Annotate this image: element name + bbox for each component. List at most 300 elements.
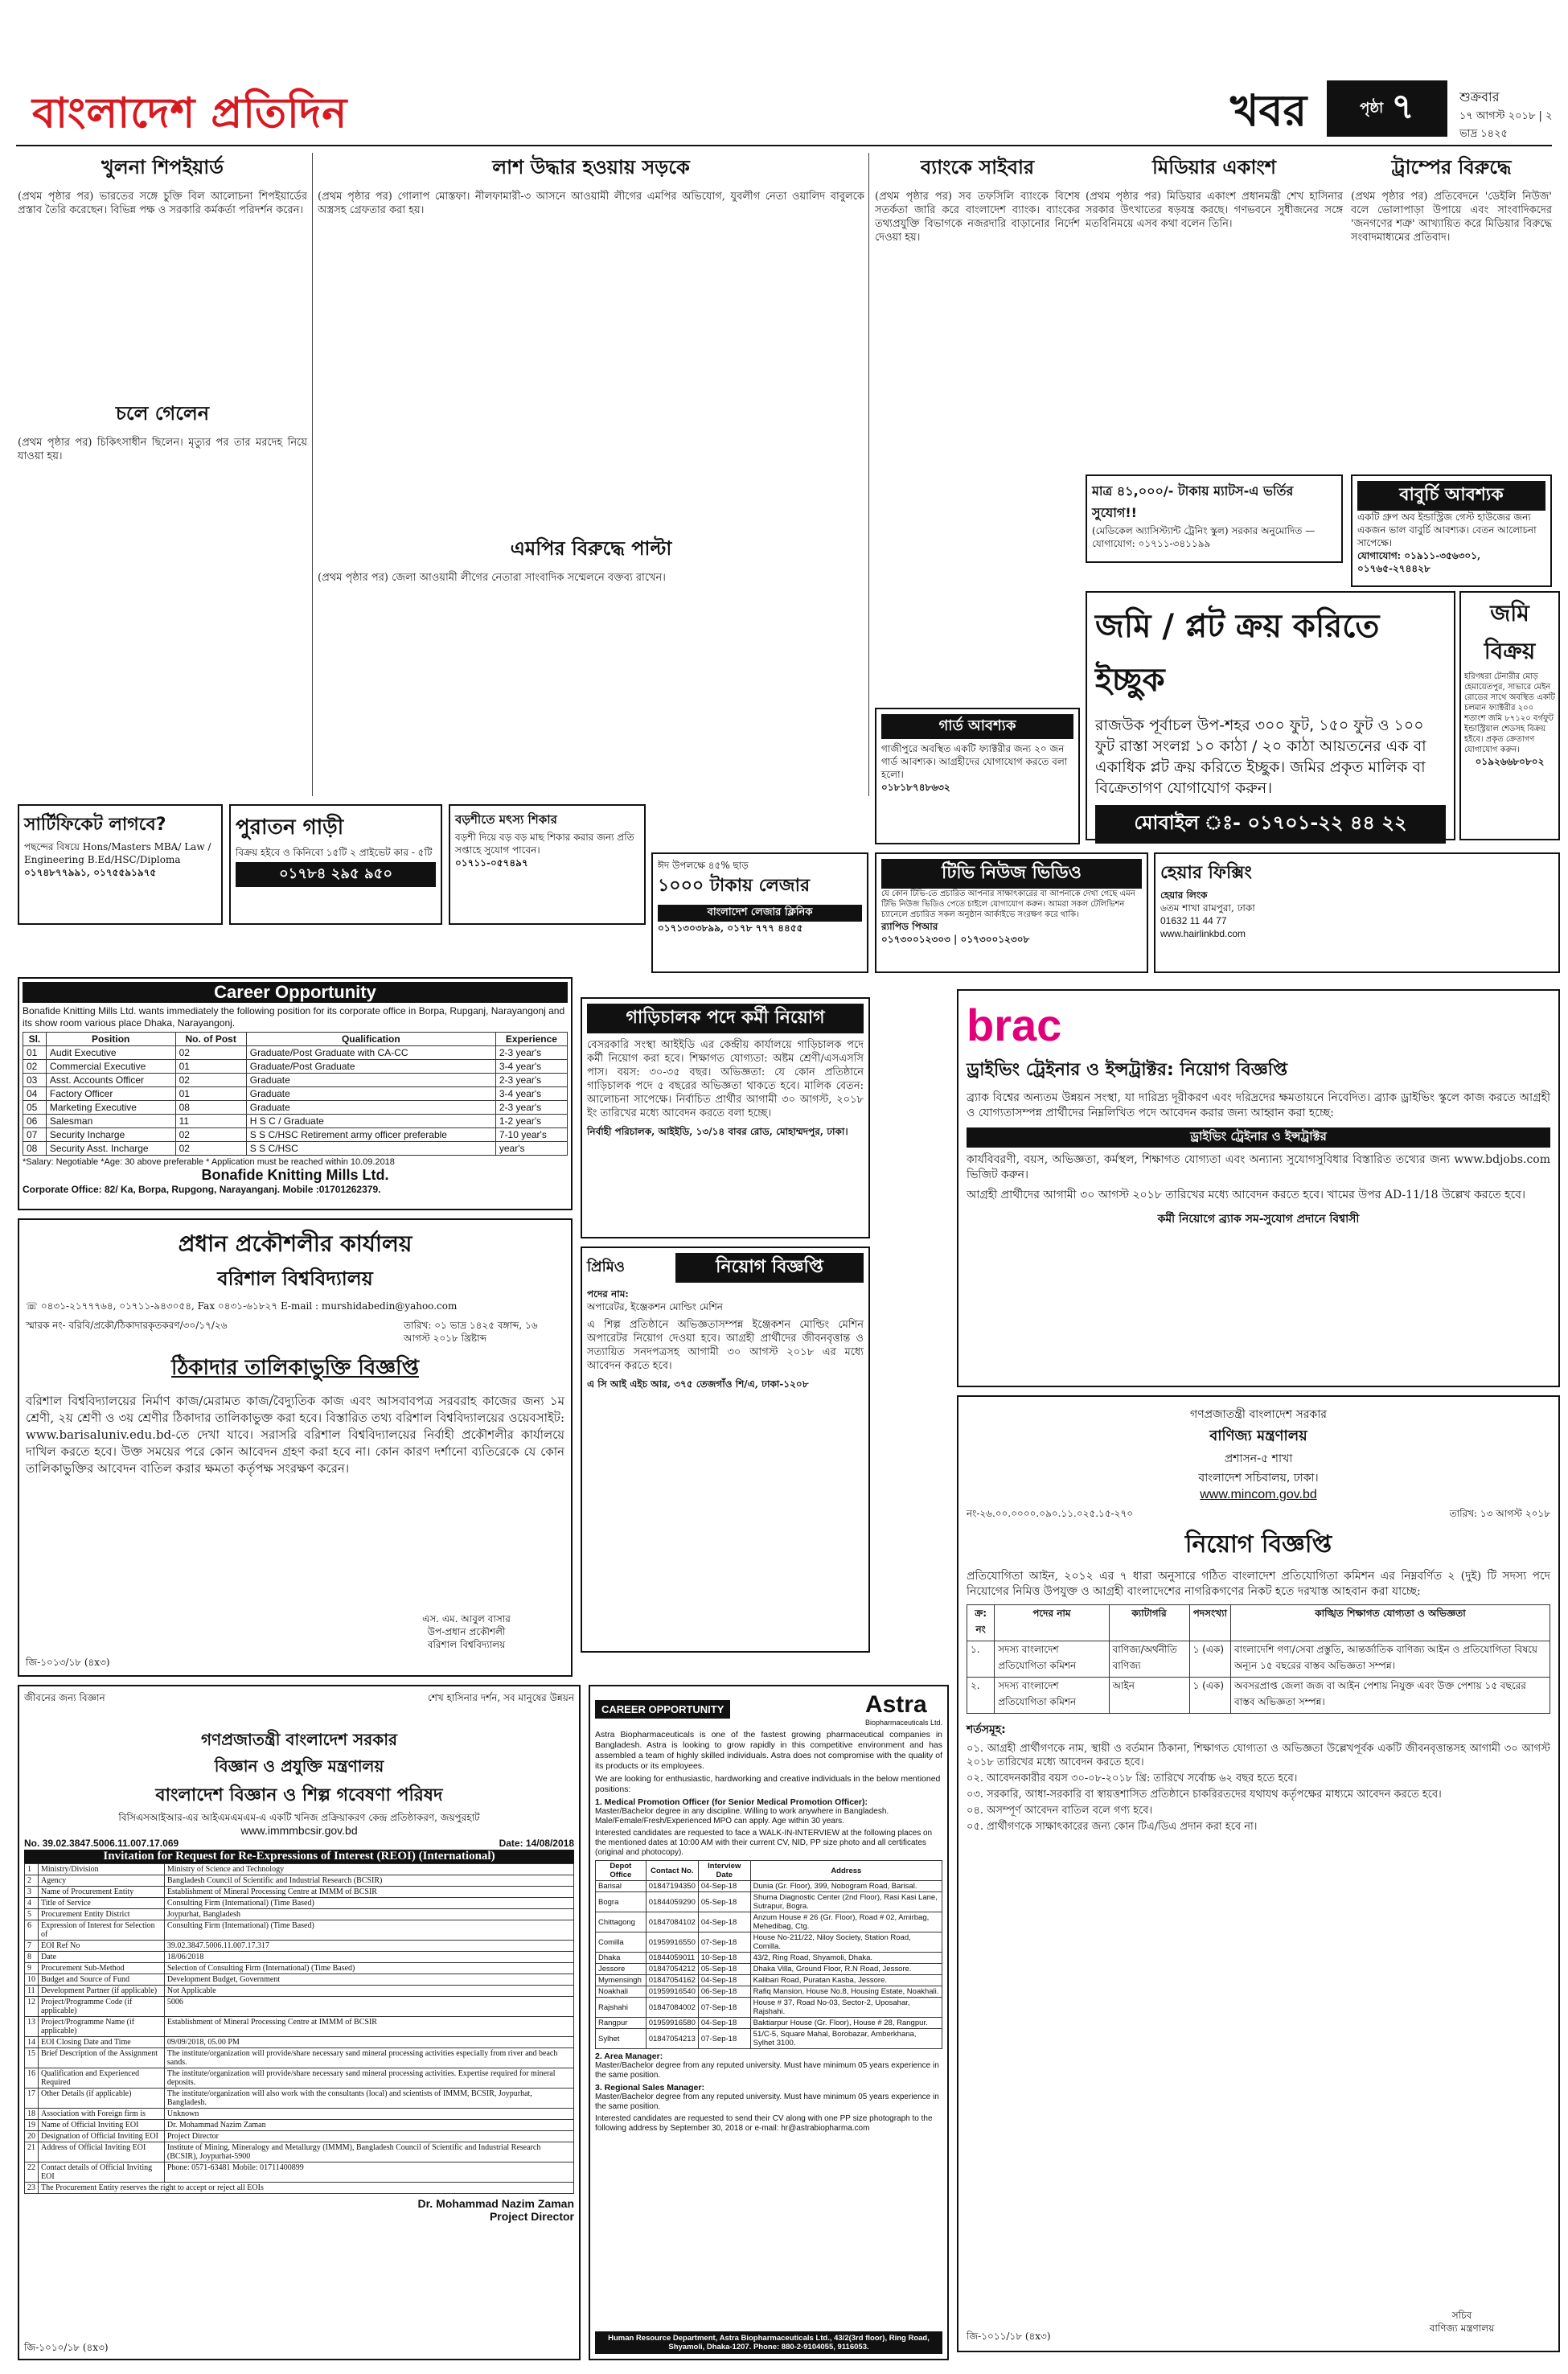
ad-title: ঈদ উপলক্ষে ৪৫% ছাড়: [658, 860, 749, 871]
news-headline: লাশ উদ্ধার হওয়ায় সড়কে: [492, 156, 690, 179]
notice-signatory: সচিব: [1451, 2310, 1472, 2321]
table-row: [23, 1115, 568, 1128]
table-cell: Address of Official Inviting EOI: [39, 2142, 165, 2162]
ad-body: (মেডিকেল অ্যাসিস্ট্যান্ট ট্রেনিং স্কুল) সরকার অনুমোদিত — যোগাযোগ: ০১৭১১-৩৪১১৯৯: [1092, 525, 1316, 549]
ad-title: গাড়িচালক পদে কর্মী নিয়োগ: [587, 1004, 864, 1033]
vacancy-table: [967, 1604, 1550, 1714]
table-cell: 23: [25, 2183, 39, 2194]
ad-body: বেসরকারি সংস্থা আইইডি এর কেন্দ্রীয় কার্যালয়ে গাড়িচালক পদে কর্মী নিয়োগ করা হবে। শিক্ষাগত যোগ্যতা: অষ্টম শ্রেণী/এসএসসি পাস। বয়স: ৩০-৩৫ বছর। অভিজ্ঞতা: যে কোন প্রতিষ্ঠানে গাড়িচালক পদে ৫ বছরের অভিজ্ঞতা থাকতে হবে। মালিক বেতন: আলোচনা সাপেক্ষে। নির্বাচিত প্রার্থীর আগামী ৩০ আগস্ট, ২০১৮ ইং তারিখের মধ্যে আবেদন করতে বলা হচ্ছে।: [587, 1039, 864, 1119]
table-row: [25, 2109, 574, 2120]
news-body: (প্রথম পৃষ্ঠার পর) গোলাপ মোস্তফা। নীলফামারী-৩ আসনে আওয়ামী লীগের এমপির অভিযোগ, যুবলীগ নেতা ওয়ালিদ বাবুলকে অস্ত্রসহ গ্রেফতার করা হয়।: [318, 191, 864, 216]
table-cell: Procurement Entity District: [39, 1909, 165, 1920]
table-cell: Not Applicable: [164, 1986, 573, 1997]
table-header-cell: Contact No.: [646, 1861, 698, 1881]
table-cell: 8: [25, 1952, 39, 1963]
news-headline: ব্যাংকে সাইবার: [920, 156, 1035, 179]
table-row: [25, 1952, 574, 1963]
table-cell: 01844059011: [646, 1953, 698, 1964]
table-cell: Dhaka Villa, Ground Floor, R.N Road, Jessore.: [750, 1964, 942, 1975]
news-body: (প্রথম পৃষ্ঠার পর) সব তফসিলি ব্যাংকে বিশেষ সতর্কতা জারি করে বাংলাদেশ ব্যাংক। ব্যাংকের তথ্যপ্রযুক্তি বিভাগকে নজরদারি বাড়ানোর নির্দেশ দেওয়া হয়।: [875, 191, 1080, 244]
table-row: [596, 1986, 942, 1998]
table-cell: 7-10 year's: [495, 1128, 567, 1142]
ad-amount: ১০০০ টাকায় লেজার: [658, 876, 811, 896]
table-header-cell: Address: [750, 1861, 942, 1881]
table-header-cell: No. of Post: [175, 1033, 246, 1046]
table-cell: 21: [25, 2142, 39, 2162]
table-cell: 17: [25, 2089, 39, 2109]
table-row: [596, 1964, 942, 1975]
astra-banner: CAREER OPPORTUNITY: [595, 1700, 730, 1719]
astra-footer: Human Resource Department, Astra Biopharmaceuticals Ltd., 43/2(3rd floor), Ring Road, Shyamoli, Dhaka-1207. Phone: 880-2-9104055, 9116053.: [595, 2331, 942, 2354]
notice-title: ঠিকাদার তালিকাভুক্তি বিজ্ঞপ্তি: [171, 1356, 419, 1380]
table-cell: 04-Sep-18: [698, 1881, 750, 1892]
astra-intro: Astra Biopharmaceuticals is one of the fastest growing pharmaceutical companies in Bangladesh. Astra is looking to grow rapidly in this competitive environment and has assembled a team of highly skilled individuals. Astra does not compromise with the quality of its products or its employees.: [595, 1730, 942, 1771]
table-cell: 20: [25, 2131, 39, 2142]
table-cell: Consulting Firm (International) (Time Based): [164, 1898, 573, 1909]
table-cell: 19: [25, 2120, 39, 2131]
table-cell: Jessore: [596, 1964, 646, 1975]
table-cell: 1: [25, 1864, 39, 1875]
table-row: [596, 1975, 942, 1986]
ad-name: বাংলাদেশ লেজার ক্লিনিক: [658, 905, 862, 922]
news-headline: ট্রাম্পের বিরুদ্ধে: [1391, 156, 1512, 179]
terms-item: ০৩. সরকারি, আধা-সরকারি বা স্বায়ত্তশাসিত প্রতিষ্ঠানে চাকরিরতদের যথাযথ কর্তৃপক্ষের মাধ্যমে আবেদন করতে হবে।: [967, 1789, 1442, 1801]
ad-title: জমি বিক্রয়: [1484, 600, 1536, 664]
table-cell: H S C / Graduate: [246, 1115, 495, 1128]
news-body: (প্রথম পৃষ্ঠার পর) মিডিয়ার একাংশ প্রধানমন্ত্রী শেখ হাসিনার সরকার উৎখাতের ষড়যন্ত্র করছে। গণভবনে সুধীজনের সঙ্গে মতবিনিময়ে এসব কথা বলেন তিনি।: [1086, 191, 1343, 230]
table-row: [596, 2029, 942, 2049]
tv-news-ad: [875, 852, 1148, 973]
table-row: [25, 2131, 574, 2142]
ad-title: সার্টিফিকেট লাগবে?: [24, 815, 166, 835]
table-row: [25, 2037, 574, 2048]
table-cell: 02: [23, 1060, 47, 1074]
astra-logo-sub: Biopharmaceuticals Ltd.: [864, 1719, 942, 1727]
reoi-title: Invitation for Request for Re-Expressions of Interest (REOI) (International): [24, 1850, 574, 1863]
career-address: Corporate Office: 82/ Ka, Borpa, Rupgong, Narayanganj. Mobile :01701262379.: [23, 1184, 381, 1195]
table-header-cell: পদসংখ্যা: [1189, 1605, 1230, 1641]
ad-body: বিক্রয় হইবে ও কিনিবো ১৫টি ২ প্রাইভেট কার - ৫টি: [236, 847, 433, 858]
ad-body: বড়শী দিয়ে বড় বড় মাছ শিকার করার জন্য প্রতি সপ্তাহে সুযোগ পাবেন।: [455, 832, 634, 856]
memo-date: তারিখ: ১৩ আগস্ট ২০১৮: [1449, 1508, 1550, 1519]
govt-name: গণপ্রজাতন্ত্রী বাংলাদেশ সরকার: [1190, 1408, 1327, 1421]
premio-logo: প্রিমিও: [587, 1259, 625, 1275]
bcsir-slogan: শেখ হাসিনার দর্শন, সব মানুষের উন্নয়ন: [427, 1692, 574, 1703]
table-cell: Commercial Executive: [46, 1060, 175, 1074]
ad-body: হরিণধরা টেনারীর মোড় হেমায়েতপুর, সাভারে মেইন রোডের সাথে অবস্থিত একটি চলমান ফ্যাক্টরীর ২০০ শতাংশ জমি ৮৭১২০ বর্গফুট ইন্ডাস্ট্রিয়াল শেডসহ বিক্রয় হইবে। প্রকৃত ক্রেতাগণ যোগাযোগ করুন।: [1464, 672, 1555, 754]
table-cell: সদস্য বাংলাদেশ প্রতিযোগিতা কমিশন: [995, 1678, 1109, 1714]
table-cell: Graduate: [246, 1087, 495, 1101]
table-cell: Dr. Mohammad Nazim Zaman: [164, 2120, 573, 2131]
table-cell: 22: [25, 2162, 39, 2183]
table-row: [596, 1912, 942, 1932]
ad-title: পুরাতন গাড়ী: [236, 815, 344, 840]
career-title: Career Opportunity: [23, 982, 568, 1003]
table-header-cell: Experience: [495, 1033, 567, 1046]
ad-address: নির্বাহী পরিচালক, আইইডি, ১৩/১৪ বাবর রোড, মোহাম্মদপুর, ঢাকা।: [587, 1126, 848, 1137]
table-cell: Joypurhat, Bangladesh: [164, 1909, 573, 1920]
table-cell: Project Director: [164, 2131, 573, 2142]
table-cell: Graduate: [246, 1074, 495, 1087]
terms-item: ০৪. অসম্পূর্ণ আবেদন বাতিল বলে গণ্য হবে।: [967, 1805, 1153, 1817]
table-cell: Establishment of Mineral Processing Centre at IMMM of BCSIR: [164, 1887, 573, 1898]
table-cell: Unknown: [164, 2109, 573, 2120]
commerce-notice: [957, 1395, 1560, 2352]
table-header-cell: Interview Date: [698, 1861, 750, 1881]
ad-phone: ০১৭১১-০৫৭৪৯৭: [455, 857, 528, 869]
weekday: শুক্রবার: [1459, 89, 1500, 105]
table-cell: 01847194350: [646, 1881, 698, 1892]
bcsir-council: বাংলাদেশ বিজ্ঞান ও শিল্প গবেষণা পরিষদ: [155, 1785, 443, 1805]
ad-body: যে কোন টিভি-তে প্রচারিত আপনার সাক্ষাৎকারের বা আপনাকে দেখা গেছে এমন টিভি নিউজ ভিডিও পেতে চাইলে যোগাযোগ করুন। আমরা সকল টেলিভিশন চ্যানেলে প্রচারিত সকল অনুষ্ঠান আর্কাইভে সংরক্ষণ করে থাকি।: [881, 889, 1135, 919]
table-cell: Graduate: [246, 1101, 495, 1115]
table-cell: সদস্য বাংলাদেশ প্রতিযোগিতা কমিশন: [995, 1641, 1109, 1678]
table-cell: 16: [25, 2068, 39, 2089]
table-cell: 5006: [164, 1997, 573, 2017]
table-cell: The institute/organization will provide/share necessary sand mineral processing activities. Expertise required for mineral deposits.: [164, 2068, 573, 2089]
table-cell: 51/C-5, Square Mahal, Borobazar, Amberkhana, Sylhet 3100.: [750, 2029, 942, 2049]
notice-ref: জি-১০১৩/১৮ (৪x৩): [26, 1657, 110, 1668]
table-cell: 14: [25, 2037, 39, 2048]
table-cell: Ministry/Division: [39, 1864, 165, 1875]
terms-item: ০২. আবেদনকারীর বয়স ৩০-০৮-২০১৮ খ্রি: তারিখে সর্বোচ্চ ৬২ বছর হতে হবে।: [967, 1772, 1298, 1785]
news-body: (প্রথম পৃষ্ঠার পর) প্রতিবেদনে 'ডেইলি নিউজ' বলে ভোলাপাড়া উপায়ে এবং সাংবাদিকদের 'জনগণের শত্রু' আখ্যায়িত করে মিডিয়ার বিরুদ্ধে সংবাদমাধ্যমের প্রতিবাদ।: [1351, 191, 1552, 244]
page-label: পৃষ্ঠা: [1360, 99, 1384, 117]
notice-org: প্রধান প্রকৌশলীর কার্যালয়: [178, 1230, 413, 1257]
table-row: [25, 1898, 574, 1909]
table-cell: 7: [25, 1941, 39, 1952]
reoi-table: [24, 1863, 574, 2194]
table-row: [596, 2018, 942, 2029]
notice-intro: প্রতিযোগিতা আইন, ২০১২ এর ৭ ধারা অনুসারে গঠিত বাংলাদেশ প্রতিযোগিতা কমিশন এর নিম্নবর্ণিত ২ (দুই) টি সদস্য পদে নিয়োগের নিমিত্ত উপযুক্ত ও আগ্রহী বাংলাদেশের নাগরিকগণের নিকট হতে দরখাস্ত আহবান করা যাচ্ছে:: [967, 1570, 1550, 1598]
table-cell: 01959916550: [646, 1932, 698, 1953]
table-cell: Graduate/Post Graduate: [246, 1060, 495, 1074]
memo-number: নং-২৬.০০.০০০০.০৯০.১১.০২৫.১৫-২৭০: [967, 1508, 1134, 1519]
table-row: [25, 1963, 574, 1974]
table-cell: Rajshahi: [596, 1998, 646, 2018]
astra-position-2: 2. Area Manager:: [595, 2052, 663, 2061]
table-cell: 01959916580: [646, 2018, 698, 2029]
table-cell: Sylhet: [596, 2029, 646, 2049]
ad-body: গাজীপুরে অবস্থিত একটি ফ্যাক্টরীর জন্য ২০ জন গার্ড আবশ্যক। আগ্রহীদের যোগাযোগ করতে বলা হলো।: [881, 743, 1068, 780]
table-cell: 02: [175, 1142, 246, 1156]
news-body: (প্রথম পৃষ্ঠার পর) ভারতের সঙ্গে চুক্তি বিল আলোচনা শিপইয়ার্ডের প্রস্তাব তৈরি করেছেন। বিভিন্ন পক্ষ ও সরকারি কর্মকর্তা পরিদর্শন করেন।: [18, 191, 307, 216]
ad-phone: ০১৭৪৮৭৭৯৯১, ০১৭৫৫৯১৯৭৫: [24, 867, 157, 878]
table-cell: Bogra: [596, 1892, 646, 1912]
ad-phone: মোবাইল ঃ- ০১৭০১-২২ ৪৪ ২২: [1095, 805, 1446, 844]
table-cell: Selection of Consulting Firm (International) (Time Based): [164, 1963, 573, 1974]
table-cell: 03: [23, 1074, 47, 1087]
wing-name: প্রশাসন-৫ শাখা: [1224, 1452, 1293, 1465]
land-sell-ad: [1459, 591, 1560, 840]
table-cell: Consulting Firm (International) (Time Based): [164, 1920, 573, 1941]
ministry-name: বাণিজ্য মন্ত্রণালয়: [1209, 1427, 1307, 1444]
table-cell: Agency: [39, 1875, 165, 1887]
table-cell: বাণিজ্য/অর্থনীতি বাণিজ্য: [1109, 1641, 1189, 1678]
table-cell: অবসরপ্রাপ্ত জেলা জজ বা আইন পেশায় নিযুক্ত এবং উক্ত পেশায় ১৫ বছরের বাস্তব অভিজ্ঞতা সম্পন্ন।: [1230, 1678, 1550, 1714]
ad-body: একটি গ্রুপ অব ইন্ডাস্ট্রিজ গেস্ট হাউজের জন্য একজন ভাল বাবুর্চি আবশ্যক। বেতন আলোচনা সাপেক্ষে।: [1357, 511, 1537, 548]
place: বাংলাদেশ সচিবালয়, ঢাকা।: [1198, 1472, 1319, 1485]
astra-logo: Astra: [864, 1691, 927, 1718]
brac-ad: [957, 989, 1560, 1387]
table-cell: Rafiq Mansion, House No.8, Housing Estate, Noakhali.: [750, 1986, 942, 1998]
table-row: [596, 1953, 942, 1964]
table-cell: year's: [495, 1142, 567, 1156]
table-row: [25, 1875, 574, 1887]
table-cell: Security Asst. Incharge: [46, 1142, 175, 1156]
table-cell: Ministry of Science and Technology: [164, 1864, 573, 1875]
table-cell: Barisal: [596, 1881, 646, 1892]
ad-phone: ০১৯২৬৬৮০৮০২: [1475, 756, 1545, 767]
news-body: (প্রথম পৃষ্ঠার পর) জেলা আওয়ামী লীগের নেতারা সাংবাদিক সম্মেলনে বক্তব্য রাখেন।: [318, 572, 666, 584]
news-column-1: [18, 153, 307, 796]
table-cell: 18: [25, 2109, 39, 2120]
table-cell: 10-Sep-18: [698, 1953, 750, 1964]
astra-position-1: 1. Medical Promotion Officer (for Senior Medical Promotion Officer):: [595, 1797, 868, 1807]
section-title: খবর: [1230, 85, 1307, 136]
table-row: [596, 1881, 942, 1892]
table-row: [25, 1974, 574, 1986]
brac-logo: brac: [967, 1000, 1062, 1050]
driver-ad: [581, 997, 870, 1238]
news-headline: মিডিয়ার একাংশ: [1152, 156, 1276, 179]
table-cell: 01847054162: [646, 1975, 698, 1986]
table-cell: 13: [25, 2017, 39, 2037]
table-cell: Development Partner (if applicable): [39, 1986, 165, 1997]
premio-post: অপারেটর, ইঞ্জেকশন মোল্ডিং মেশিন: [587, 1301, 723, 1312]
table-cell: বাংলাদেশি গণ্য/সেবা প্রস্তুতি, আন্তর্জাতিক বাণিজ্য আইন ও প্রতিযোগিতা বিষয়ে অন্যূন ১৫ বছরের বাস্তব অভিজ্ঞতা সম্পন্ন।: [1230, 1641, 1550, 1678]
page-number: ৭: [1391, 85, 1414, 127]
reoi-designation: Project Director: [489, 2210, 574, 2223]
table-header-cell: পদের নাম: [995, 1605, 1109, 1641]
table-row: [25, 2048, 574, 2068]
table-cell: 02: [175, 1074, 246, 1087]
table-cell: 01847054212: [646, 1964, 698, 1975]
table-cell: ১ (এক): [1189, 1678, 1230, 1714]
table-cell: 04-Sep-18: [698, 1912, 750, 1932]
career-table: [23, 1032, 568, 1156]
guard-ad: [875, 708, 1080, 844]
table-row: [25, 1920, 574, 1941]
table-cell: Kalibari Road, Puratan Kasba, Jessore.: [750, 1975, 942, 1986]
table-cell: The Procurement Entity reserves the right to accept or reject all EOIs: [39, 2183, 574, 2194]
bcsir-website: www.immmbcsir.gov.bd: [240, 1824, 358, 1837]
ad-title: মাত্র ৪১,০০০/- টাকায় ম্যাটস-এ ভর্তির সুযোগ!!: [1092, 483, 1294, 520]
ad-title: বাবুর্চি আবশ্যক: [1357, 481, 1545, 511]
hair-ad: [1154, 852, 1560, 973]
table-cell: Development Budget, Government: [164, 1974, 573, 1986]
table-cell: 01847054213: [646, 2029, 698, 2049]
table-cell: ২.: [967, 1678, 995, 1714]
table-header-cell: Qualification: [246, 1033, 495, 1046]
career-note: *Salary: Negotiable *Age: 30 above preferable * Application must be reached within 10.09.2018: [23, 1157, 395, 1167]
table-cell: Budget and Source of Fund: [39, 1974, 165, 1986]
table-cell: Name of Procurement Entity: [39, 1887, 165, 1898]
news-column-4: [1086, 153, 1343, 474]
table-cell: 05-Sep-18: [698, 1892, 750, 1912]
table-row: [25, 2183, 574, 2194]
fish-ad: [449, 804, 646, 925]
table-cell: 2: [25, 1875, 39, 1887]
brac-post: ড্রাইভিং ট্রেইনার ও ইন্সট্রাক্টর: [967, 1127, 1550, 1148]
table-cell: ১.: [967, 1641, 995, 1678]
table-cell: Contact details of Official Inviting EOI: [39, 2162, 165, 2183]
table-row: [23, 1087, 568, 1101]
table-cell: 39.02.3847.5006.11.007.17.317: [164, 1941, 573, 1952]
table-cell: S S C/HSC: [246, 1142, 495, 1156]
table-cell: 9: [25, 1963, 39, 1974]
table-cell: Association with Foreign firm is: [39, 2109, 165, 2120]
table-cell: EOI Closing Date and Time: [39, 2037, 165, 2048]
table-cell: 01: [23, 1046, 47, 1060]
astra-position-3: 3. Regional Sales Manager:: [595, 2083, 704, 2093]
table-cell: 07-Sep-18: [698, 1932, 750, 1953]
table-cell: Dhaka: [596, 1953, 646, 1964]
table-cell: Expression of Interest for Selection of: [39, 1920, 165, 1941]
table-cell: Graduate/Post Graduate with CA-CC: [246, 1046, 495, 1060]
table-cell: 06: [23, 1115, 47, 1128]
ad-title: গার্ড আবশ্যক: [881, 714, 1073, 739]
table-cell: Chittagong: [596, 1912, 646, 1932]
bcsir-institute: বিসিএসআইআর-এর আইএমএমএম-এ একটি খনিজ প্রক্রিয়াকরণ কেন্দ্র প্রতিষ্ঠাকরণ, জয়পুরহাট: [118, 1812, 480, 1823]
bcsir-tag: জীবনের জন্য বিজ্ঞান: [24, 1692, 105, 1703]
notice-contact: ☏ ০৪৩১-২১৭৭৭৬৪, ০১৭১১-৯৪৩০৫৪, Fax ০৪৩১-৬১৮২৭ E-mail : murshidabedin@yahoo.com: [26, 1300, 458, 1312]
terms-list: [967, 1742, 1550, 1834]
table-cell: 01844059290: [646, 1892, 698, 1912]
terms-title: শর্তসমূহ:: [967, 1723, 1006, 1736]
table-cell: Dunia (Gr. Floor), 399, Nobogram Road, Barisal.: [750, 1881, 942, 1892]
table-cell: 02: [175, 1128, 246, 1142]
table-cell: Project/Programme Name (if applicable): [39, 2017, 165, 2037]
ad-body: ব্র্যাক বিশ্বের অন্যতম উন্নয়ন সংস্থা, যা দারিদ্র্য দূরীকরণ এবং দরিদ্রদের ক্ষমতায়নে নিবেদিত। ব্র্যাক ড্রাইভিং স্কুলে কাজ করতে আগ্রহী ও যোগ্যতাসম্পন্ন প্রার্থীদের নিম্নলিখিত পদে আবেদন করার জন্য আহ্বান করা হচ্ছে:: [967, 1091, 1550, 1119]
table-cell: The institute/organization will also work with the consultants (local) and scientists of IMMM, BCSIR, Joypurhat, Bangladesh.: [164, 2089, 573, 2109]
brac-footer: কর্মী নিয়োগে ব্র্যাক সম-সুযোগ প্রদানে বিশ্বাসী: [1157, 1213, 1360, 1226]
barishal-notice: [18, 1218, 573, 1677]
table-cell: 08: [23, 1142, 47, 1156]
table-cell: Baktiarpur House (Gr. Floor), House # 28, Rangpur.: [750, 2018, 942, 2029]
table-row: [25, 2068, 574, 2089]
table-row: [23, 1142, 568, 1156]
notice-ref: জি-১০১০/১৮ (৪x৩): [24, 2342, 109, 2353]
astra-position-1-req: Master/Bachelor degree in any discipline. Willing to work anywhere in Bangladesh. Male/Female/Fresh/Experienced MPO can apply. Age within 30 years.: [595, 1807, 889, 1826]
bcsir-ministry: বিজ্ঞান ও প্রযুক্তি মন্ত্রণালয়: [214, 1756, 384, 1776]
table-cell: 07: [23, 1128, 47, 1142]
ad-body: এ শিল্প প্রতিষ্ঠানে অভিজ্ঞতাসম্পন্ন ইঞ্জেকশন মোল্ডিং মেশিন অপারেটর নিয়োগ দেওয়া হবে। আগ্রহী প্রার্থীদের জীবনবৃত্তান্ত ও সত্যায়িত সনদপত্রসহ আগামী ৩০ আগস্ট ২০১৮ এর মধ্যে আবেদন করতে হবে।: [587, 1319, 864, 1372]
notice-ref: জি-১০১১/১৮ (৪x৩): [967, 2331, 1051, 2342]
table-cell: Factory Officer: [46, 1087, 175, 1101]
table-cell: Audit Executive: [46, 1046, 175, 1060]
bcsir-date: Date: 14/08/2018: [499, 1838, 574, 1849]
ad-hotline: 01632 11 44 77: [1160, 915, 1227, 926]
table-cell: 5: [25, 1909, 39, 1920]
notice-signatory: এস. এম. আবুল বাসার: [422, 1613, 511, 1624]
table-cell: Bangladesh Council of Scientific and Industrial Research (BCSIR): [164, 1875, 573, 1887]
news-headline: খুলনা শিপইয়ার্ড: [101, 156, 224, 179]
table-row: [25, 2017, 574, 2037]
table-cell: Title of Service: [39, 1898, 165, 1909]
table-cell: 09/09/2018, 05.00 PM: [164, 2037, 573, 2048]
table-cell: 04: [23, 1087, 47, 1101]
table-cell: The institute/organization will provide/share necessary sand mineral processing activities especially from river and beach sands.: [164, 2048, 573, 2068]
table-header-cell: কাঙ্খিত শিক্ষাগত যোগ্যতা ও অভিজ্ঞতা: [1230, 1605, 1550, 1641]
table-cell: Qualification and Experienced Required: [39, 2068, 165, 2089]
table-cell: 43/2, Ring Road, Shyamoli, Dhaka.: [750, 1953, 942, 1964]
news-column-5: [1351, 153, 1552, 474]
table-row: [25, 1864, 574, 1875]
issue-date: ১৭ আগস্ট ২০১৮ | ২ ভাদ্র ১৪২৫: [1459, 110, 1553, 140]
notice-body: বরিশাল বিশ্ববিদ্যালয়ের নির্মাণ কাজ/মেরামত কাজ/বৈদ্যুতিক কাজ এবং আসবাবপত্র সরবরাহ কাজের জন্য ১ম শ্রেণী, ২য় শ্রেণী ও ৩য় শ্রেণীর ঠিকাদার তালিকাভুক্ত করা হবে। বিস্তারিত তথ্য বরিশাল বিশ্ববিদ্যালয়ের ওয়েবসাইট: www.barisaluniv.edu.bd-তে দেখা যাবে। সরাসরি বরিশাল বিশ্ববিদ্যালয়ের নির্বাহী প্রকৌশলীর কার্যালয়ে দাখিল করতে হবে। উক্ত সময়ের পরে কোন আবেদন গ্রহণ করা হবে না। কোন কারণ দর্শানো ব্যতিরেকে যে কোন তালিকাভুক্তির আবেদন বাতিল করার ক্ষমতা কর্তৃপক্ষ সংরক্ষণ করেন।: [26, 1394, 564, 1476]
table-header-cell: Sl.: [23, 1033, 47, 1046]
table-cell: আইন: [1109, 1678, 1189, 1714]
bcsir-govt: গণপ্রজাতন্ত্রী বাংলাদেশ সরকার: [201, 1730, 397, 1749]
table-cell: Mymensingh: [596, 1975, 646, 1986]
table-cell: Project/Programme Code (if applicable): [39, 1997, 165, 2017]
table-cell: Phone: 0571-63481 Mobile: 01711400899: [164, 2162, 573, 2183]
masthead-rule: [16, 145, 1552, 146]
table-cell: 2-3 year's: [495, 1046, 567, 1060]
reoi-signatory: Dr. Mohammad Nazim Zaman: [417, 2197, 574, 2210]
news-body: (প্রথম পৃষ্ঠার পর) চিকিৎসাধীন ছিলেন। মৃত্যুর পর তার মরদেহ নিয়ে যাওয়া হয়।: [18, 437, 307, 462]
astra-intro-2: We are looking for enthusiastic, hardworking and creative individuals in the below mentioned positions:: [595, 1774, 941, 1794]
table-cell: Institute of Mining, Mineralogy and Metallurgy (IMMM), Bangladesh Council of Scientific and Industrial Research (BCSIR), Joypurhat-5900: [164, 2142, 573, 2162]
masthead-title: বাংলাদেশ প্রতিদিন: [32, 89, 348, 138]
ad-name: র‍্যাপিড পিআর: [881, 921, 938, 932]
table-cell: 3-4 year's: [495, 1087, 567, 1101]
news-column-2: [318, 153, 864, 796]
career-intro: Bonafide Knitting Mills Ltd. wants immediately the following position for its corporate office in Borpa, Rupganj, Narayangonj and its show room various place Dhaka, Narayangonj.: [23, 1005, 565, 1029]
table-row: [596, 1932, 942, 1953]
table-header-cell: Position: [46, 1033, 175, 1046]
admission-ad: [1086, 474, 1343, 563]
table-cell: 11: [175, 1115, 246, 1128]
table-cell: Date: [39, 1952, 165, 1963]
table-row: [967, 1678, 1550, 1714]
ad-body: রাজউক পূর্বাচল উপ-শহর ৩০০ ফুট, ১৫০ ফুট ও ১০০ ফুট রাস্তা সংলগ্ন ১০ কাঠা / ২০ কাঠা আয়তনের এক বা একাধিক প্লট ক্রয় করিতে ইচ্ছুক। জমির প্রকৃত মালিক বা বিক্রেতাগণ যোগাযোগ করুন।: [1095, 717, 1426, 797]
ad-title: হেয়ার ফিক্সিং: [1160, 863, 1252, 883]
terms-item: ০৫. প্রার্থীগণকে সাক্ষাৎকারের জন্য কোন টিএ/ডিএ প্রদান করা হবে না।: [967, 1821, 1258, 1833]
terms-item: ০১. আগ্রহী প্রার্থীগণকে নাম, স্থায়ী ও বর্তমান ঠিকানা, শিক্ষাগত যোগ্যতা ও অভিজ্ঞতা উল্লেখপূর্বক একটি জীবনবৃত্তান্তসহ আগামী ৩০ আগস্ট ২০১৮ তারিখের মধ্যে আবেদন করতে হবে।: [967, 1743, 1550, 1768]
table-cell: 01959916540: [646, 1986, 698, 1998]
bcsir-reoi: [18, 1685, 581, 2360]
table-cell: Name of Official Inviting EOI: [39, 2120, 165, 2131]
table-cell: 18/06/2018: [164, 1952, 573, 1963]
news-column-3: [875, 153, 1080, 579]
astra-walkin: Interested candidates are requested to face a WALK-IN-INTERVIEW at the following places on the mentioned dates at 10:00 AM with their current CV, NID, PP size photo and all certificates (original and photocopy).: [595, 1829, 933, 1857]
table-row: [23, 1074, 568, 1087]
table-row: [596, 1998, 942, 2018]
table-row: [23, 1128, 568, 1142]
table-cell: Rangpur: [596, 2018, 646, 2029]
notice-title: নিয়োগ বিজ্ঞপ্তি: [1184, 1530, 1332, 1559]
car-ad: [229, 804, 442, 925]
ad-name: হেয়ার লিংক: [1160, 889, 1208, 901]
premio-post-label: পদের নাম:: [587, 1288, 629, 1300]
table-cell: 1-2 year's: [495, 1115, 567, 1128]
ad-phone: যোগাযোগ: ০১৯১১-৩৫৬৩০১, ০১৭৬৫-২৭৪৪২৮: [1357, 550, 1481, 574]
ad-address: এ সি আই এইচ আর, ৩৭৫ তেজগাঁও শি/এ, ঢাকা-১২০৮: [587, 1378, 809, 1390]
table-row: [25, 1887, 574, 1898]
table-cell: 01847084102: [646, 1912, 698, 1932]
brac-apply: আগ্রহী প্রার্থীদের আগামী ৩০ আগস্ট ২০১৮ তারিখের মধ্যে আবেদন করতে হবে। খামের উপর AD-11/18 উল্লেখ করতে হবে।: [967, 1189, 1525, 1201]
table-cell: Asst. Accounts Officer: [46, 1074, 175, 1087]
table-row: [25, 1941, 574, 1952]
astra-apply: Interested candidates are requested to send their CV along with one PP size photograph to the following address by September 30, 2018 or e-mail: hr@astrabiopharma.com: [595, 2114, 933, 2133]
table-cell: 3: [25, 1887, 39, 1898]
table-cell: Designation of Official Inviting EOI: [39, 2131, 165, 2142]
table-cell: 02: [175, 1046, 246, 1060]
table-cell: 15: [25, 2048, 39, 2068]
table-row: [25, 2120, 574, 2131]
